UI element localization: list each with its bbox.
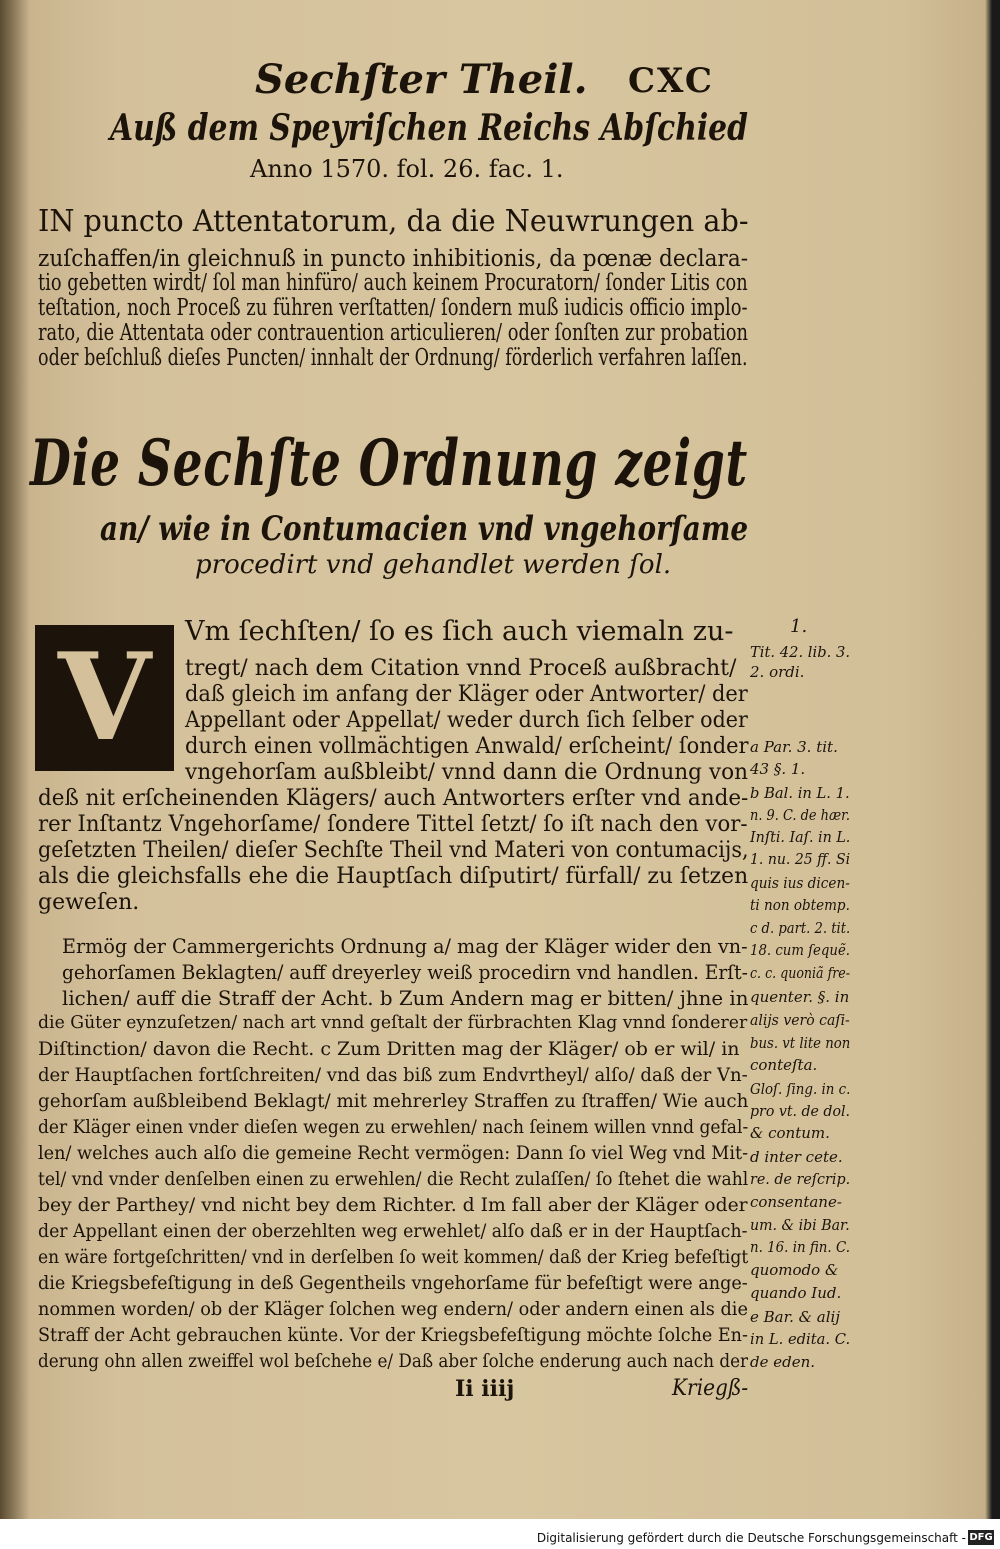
margin-note: c. c. quoniã fre- <box>750 964 850 982</box>
margin-note: 2. ordi. <box>750 663 805 681</box>
paragraph1-line: tio gebetten wirdt/ ſol man hinfüro/ auch keinem Procuratorn/ ſonder Litis con <box>38 270 748 296</box>
paragraph3-line: Ermög der Cammergerichts Ordnung a/ mag der Kläger wider den vn- <box>62 934 748 958</box>
paragraph2-line: als die gleichsfalls ehe die Hauptſach diſputirt/ fürfall/ zu ſetzen <box>38 864 749 889</box>
paragraph2-line: tregt/ nach dem Citation vnnd Proceß außbracht/ <box>185 656 737 681</box>
margin-note: e Bar. & alij <box>750 1308 840 1326</box>
paragraph3-line: gehorſam außbleibend Beklagt/ mit mehrerley Straffen zu ſtraffen/ Wie auch <box>38 1090 749 1112</box>
paragraph1-line: IN puncto Attentatorum, da die Neuwrungen ab- <box>38 204 749 239</box>
paragraph3-line: die Güter eynzuſetzen/ nach art vnnd geſtalt der fürbrachten Klag vnnd ſonderer <box>38 1012 748 1033</box>
page-header-title: Sechſter Theil. <box>255 56 588 103</box>
paragraph2-line: vngehorſam außbleibt/ vnnd dann die Ordnung von <box>185 760 749 785</box>
chapter-heading: Die Sechſte Ordnung zeigt <box>30 426 749 501</box>
margin-note: consentane- <box>750 1193 842 1211</box>
margin-note: quenter. §. in <box>750 988 850 1006</box>
paragraph1-line: rato, die Attentata oder contrauention articulieren/ oder ſonſten zur probation <box>38 320 749 346</box>
catchword: Kriegß- <box>672 1376 749 1401</box>
margin-note: alijs verò caſi- <box>750 1011 850 1029</box>
paragraph3-line: der Kläger einen vnder dieſen wegen zu erwehlen/ nach ſeinem willen vnnd gefal- <box>38 1116 749 1138</box>
margin-note: quis ius dicen- <box>750 874 850 892</box>
paragraph1-line: oder beſchluß dieſes Puncten/ innhalt der Ordnung/ förderlich verfahren laſſen. <box>38 345 748 371</box>
paragraph3-line: tel/ vnd vnder denſelben einen zu erwehlen/ die Recht zulaſſen/ ſo ſtehet die wahl <box>38 1168 749 1190</box>
section-subtitle: Auß dem Speyriſchen Reichs Abſchied <box>110 107 748 149</box>
margin-note: Inſti. Iaſ. in L. <box>750 828 851 846</box>
margin-note: d inter cete. <box>750 1148 843 1166</box>
margin-note: n. 9. C. de hær. <box>750 806 851 824</box>
paragraph3-line: en wäre fortgeſchritten/ vnd in derſelben ſo weit kommen/ daß der Krieg befeſtigt <box>38 1246 749 1268</box>
folio-number: CXC <box>628 61 714 101</box>
paragraph3-line: der Appellant einen der oberzehlten weg erwehlet/ alſo daß er in der Hauptſach- <box>38 1220 748 1242</box>
margin-note: in L. edita. C. <box>750 1330 851 1348</box>
margin-note: c d. part. 2. tit. <box>750 919 851 937</box>
paragraph2-line: rer Inſtantz Vngehorſame/ ſondere Tittel ſetzt/ ſo iſt nach den vor- <box>38 812 748 837</box>
funding-credit: Digitalisierung gefördert durch die Deutsche Forschungsgemeinschaft - <box>536 1531 966 1545</box>
margin-note: 43 §. 1. <box>750 760 806 778</box>
paragraph2-line: geſetzten Theilen/ dieſer Sechſte Theil vnd Materi von contumacijs, <box>38 838 749 863</box>
margin-note: b Bal. in L. 1. <box>750 784 850 802</box>
paragraph2-line: geweſen. <box>38 890 140 915</box>
margin-note: ti non obtemp. <box>750 896 850 914</box>
margin-note: pro vt. de dol. <box>750 1102 851 1120</box>
paragraph3-line: gehorſamen Beklagten/ auff dreyerley weiß procedirn vnd handlen. Erſt- <box>62 960 748 984</box>
paragraph3-line: lichen/ auff die Straff der Acht. b Zum Andern mag er bitten/ jhne in <box>62 986 749 1010</box>
margin-note: & contum. <box>750 1124 830 1142</box>
margin-note: re. de reſcrip. <box>750 1170 851 1188</box>
paragraph2-line: durch einen vollmächtigen Anwald/ erſcheint/ ſonder <box>185 734 749 759</box>
paragraph2-line: deß nit erſcheinenden Klägers/ auch Antworters erſter vnd ande- <box>38 786 749 811</box>
paragraph1-line: zuſchaffen/in gleichnuß in puncto inhibitionis, da pœnæ declara- <box>38 246 749 272</box>
margin-note: quomodo & <box>750 1261 839 1279</box>
paragraph2-line: Appellant oder Appellat/ weder durch ſich ſelber oder <box>185 708 748 733</box>
margin-note: conteſta. <box>750 1056 818 1074</box>
paragraph3-line: Straff der Acht gebrauchen künte. Vor der Kriegsbefeſtigung möchte ſolche En- <box>38 1324 748 1346</box>
source-reference: Anno 1570. fol. 26. fac. 1. <box>250 155 564 183</box>
paragraph3-line: die Kriegsbefeſtigung in deß Gegentheils vngehorſame für befeſtigt were ange- <box>38 1272 748 1294</box>
signature-mark: Ii iiij <box>455 1376 515 1402</box>
chapter-heading-line3: procedirt vnd gehandlet werden ſol. <box>195 550 672 580</box>
margin-note: 1. nu. 25 ff. Si <box>750 850 851 868</box>
paragraph3-line: der Hauptſachen fortſchreiten/ vnd das biß zum Endvrtheyl/ alſo/ daß der Vn- <box>38 1064 748 1086</box>
paragraph3-line: Diſtinction/ davon die Recht. c Zum Dritten mag der Kläger/ ob er wil/ in <box>38 1038 740 1060</box>
margin-note: Gloſ. ſing. in c. <box>750 1080 851 1098</box>
margin-note: quando Iud. <box>750 1284 842 1302</box>
margin-note: de eden. <box>750 1353 816 1371</box>
margin-note: um. & ibi Bar. <box>750 1216 850 1234</box>
decorated-initial: V <box>35 625 174 771</box>
margin-note: bus. vt lite non <box>750 1034 851 1052</box>
margin-note: Tit. 42. lib. 3. <box>750 643 851 661</box>
margin-note: 18. cum ſequẽ. <box>750 941 851 959</box>
chapter-heading-line2: an/ wie in Contumacien vnd vngehorſame <box>100 509 749 549</box>
dfg-logo: DFG <box>969 1532 993 1543</box>
margin-note: n. 16. in fin. C. <box>750 1238 850 1256</box>
paragraph3-line: bey der Parthey/ vnd nicht bey dem Richter. d Im fall aber der Kläger oder <box>38 1194 748 1216</box>
paragraph2-line: daß gleich im anfang der Kläger oder Antworter/ der <box>185 682 748 707</box>
margin-note: a Par. 3. tit. <box>750 738 838 756</box>
paragraph2-line: Vm ſechſten/ ſo es ſich auch viemaln zu- <box>185 616 734 647</box>
margin-note: 1. <box>790 616 808 637</box>
paragraph3-line: derung ohn allen zweiffel wol beſchehe e/ Daß aber ſolche enderung auch nach der <box>38 1350 749 1372</box>
paragraph3-line: nommen worden/ ob der Kläger ſolchen weg endern/ oder andern einen als die <box>38 1298 748 1320</box>
paragraph3-line: len/ welches auch alſo die gemeine Recht vermögen: Dann ſo viel Weg vnd Mit- <box>38 1142 749 1164</box>
paragraph1-line: teſtation, noch Proceß zu führen verſtatten/ ſondern muß iudicis officio implo- <box>38 295 748 321</box>
